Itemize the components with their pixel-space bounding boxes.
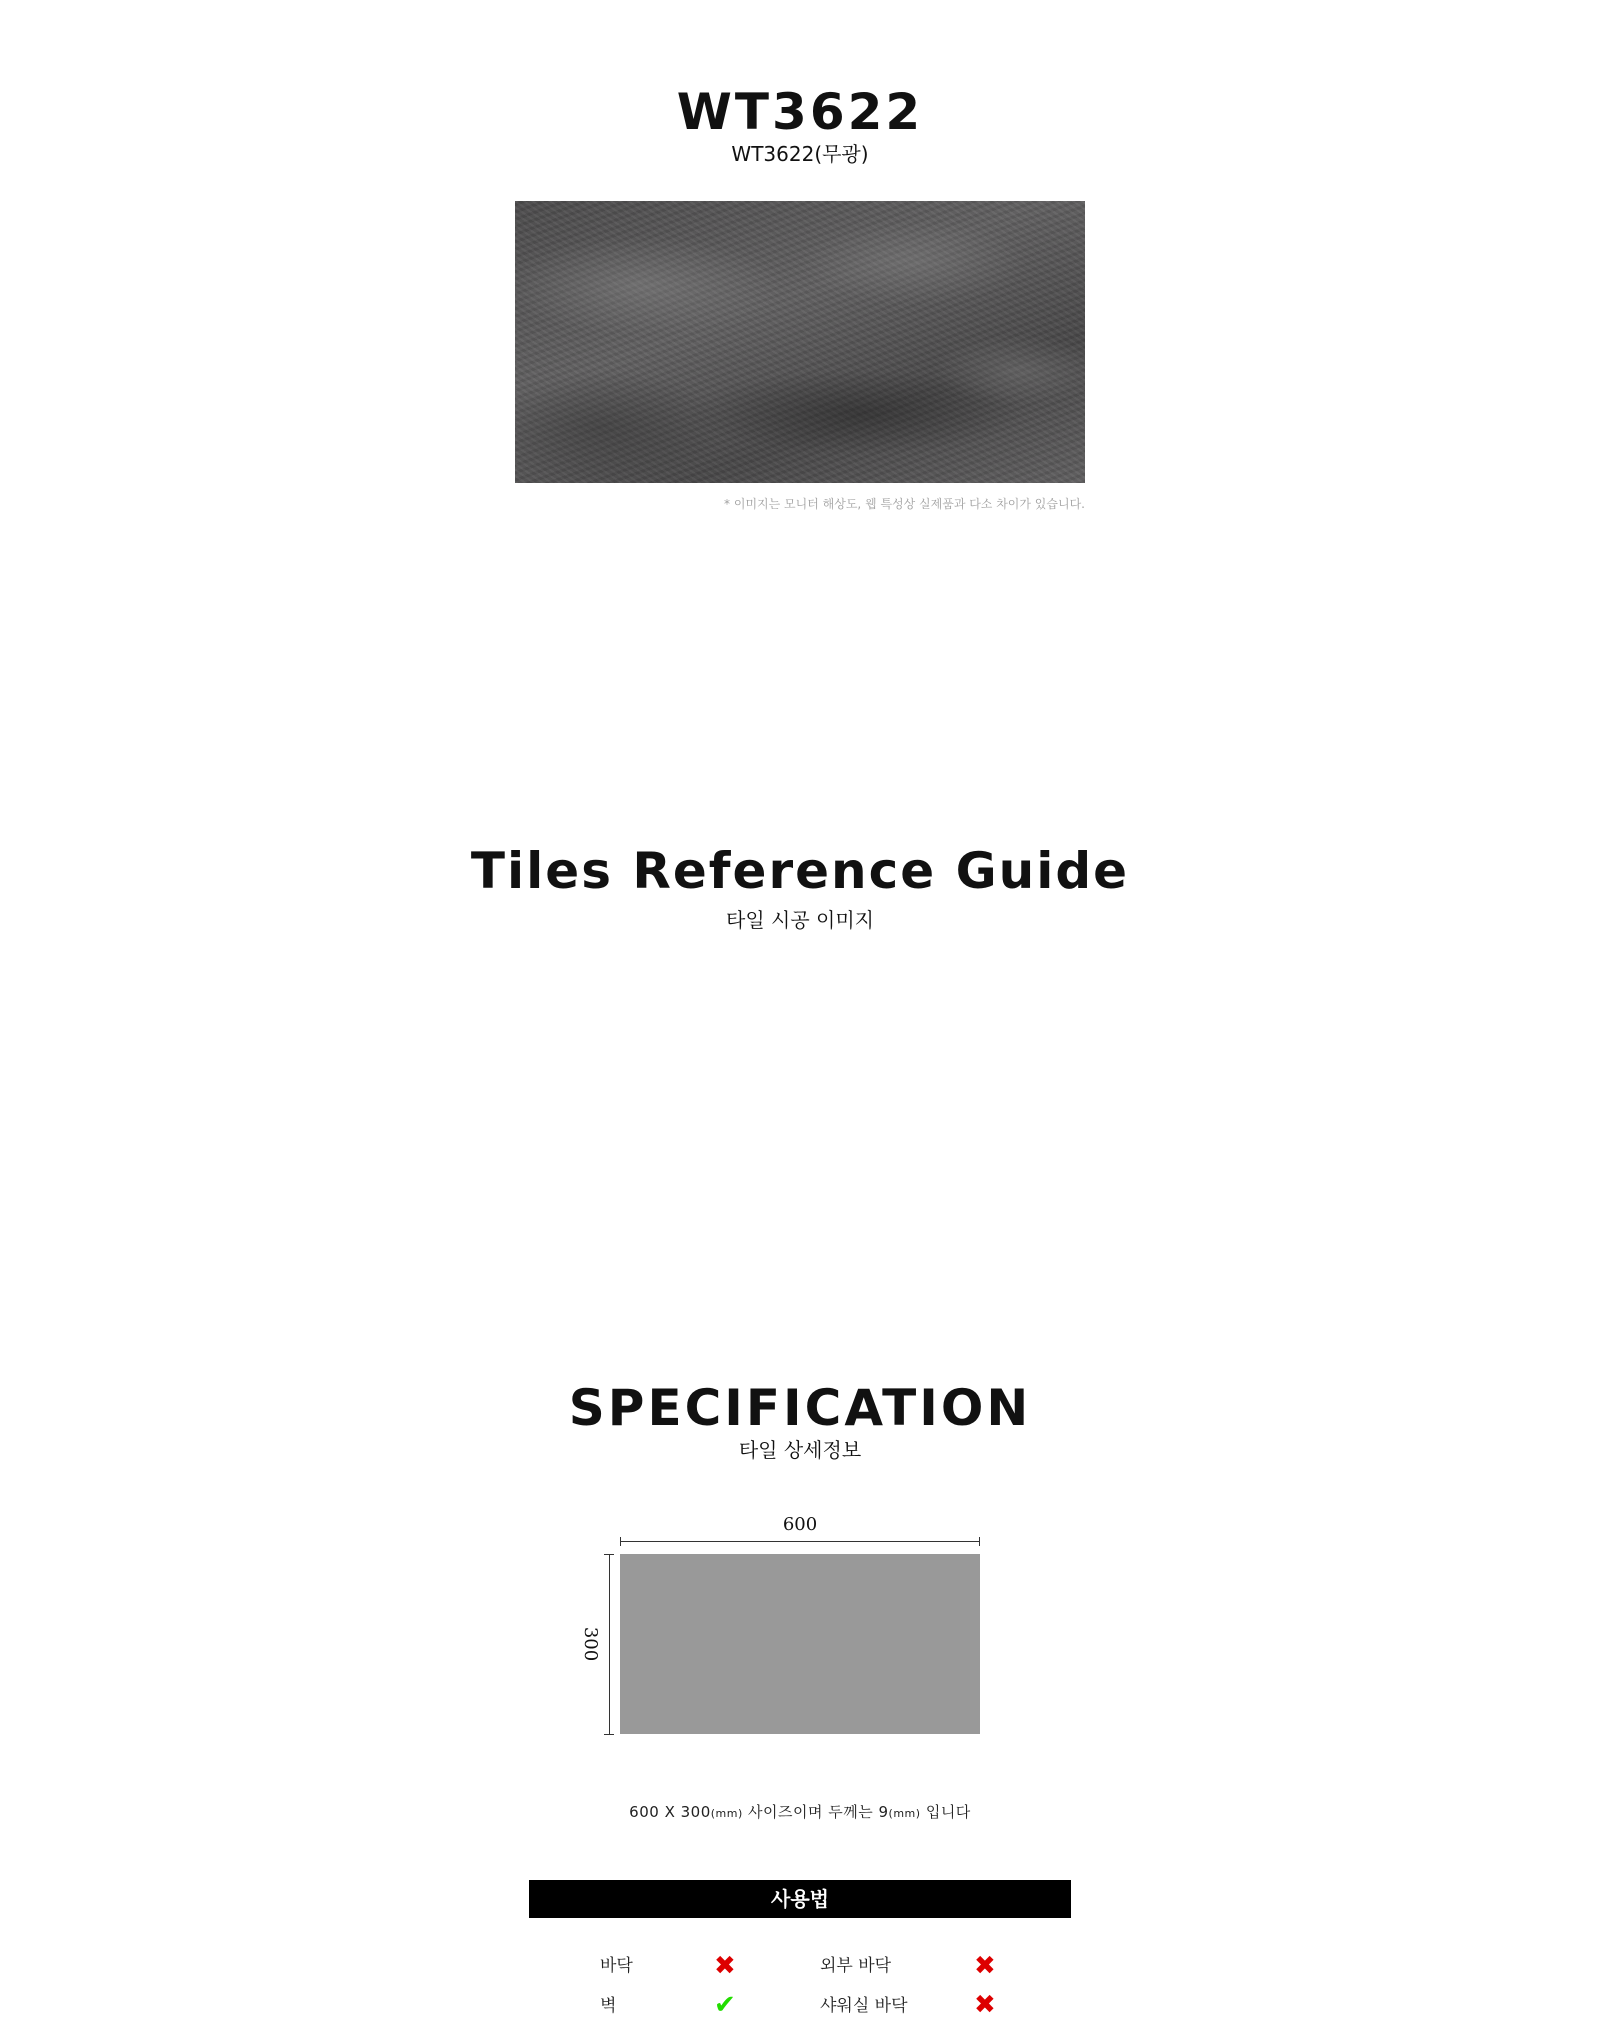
specification-title: SPECIFICATION [568,1379,1032,1437]
width-dimension-line [620,1541,980,1542]
reference-section-title: Tiles Reference Guide [470,842,1130,900]
usage-label-floor: 바닥 [600,1956,633,1976]
thickness-unit: (mm) [888,1807,921,1820]
usage-header: 사용법 [529,1880,1071,1918]
size-caption [0,1801,1600,1825]
size-caption-thickness: 사이즈이며 두께는 9 [742,1803,889,1821]
check-icon: ✔ [714,1990,736,2020]
width-dimension-cap-right [979,1537,980,1546]
height-dimension-cap-bottom [604,1734,614,1735]
width-dimension-label: 600 [782,1514,818,1535]
height-dimension-cap-top [604,1554,614,1555]
cross-icon: ✖ [974,1990,996,2020]
size-caption-end: 입니다 [920,1803,971,1821]
reference-section-subtitle: 타일 시공 이미지 [726,908,874,932]
width-dimension-cap-left [620,1537,621,1546]
size-caption-dimensions: 600 X 300 [629,1803,711,1821]
cross-icon: ✖ [714,1951,736,1981]
image-disclaimer: * 이미지는 모니터 해상도, 웹 특성상 실제품과 다소 차이가 있습니다. [724,497,1085,511]
cross-icon: ✖ [974,1951,996,1981]
tile-size-diagram [620,1554,980,1734]
usage-label-shower-floor: 샤워실 바닥 [820,1996,908,2016]
product-title: WT3622 [676,83,924,141]
tile-product-image [515,201,1085,483]
size-caption-unit: (mm) [710,1807,743,1820]
specification-subtitle: 타일 상세정보 [738,1438,862,1462]
usage-label-wall: 벽 [600,1996,617,2016]
product-subtitle: WT3622(무광) [731,142,869,166]
height-dimension-line [609,1554,610,1734]
usage-label-exterior-floor: 외부 바닥 [820,1956,892,1976]
height-dimension-label: 300 [580,1626,601,1662]
